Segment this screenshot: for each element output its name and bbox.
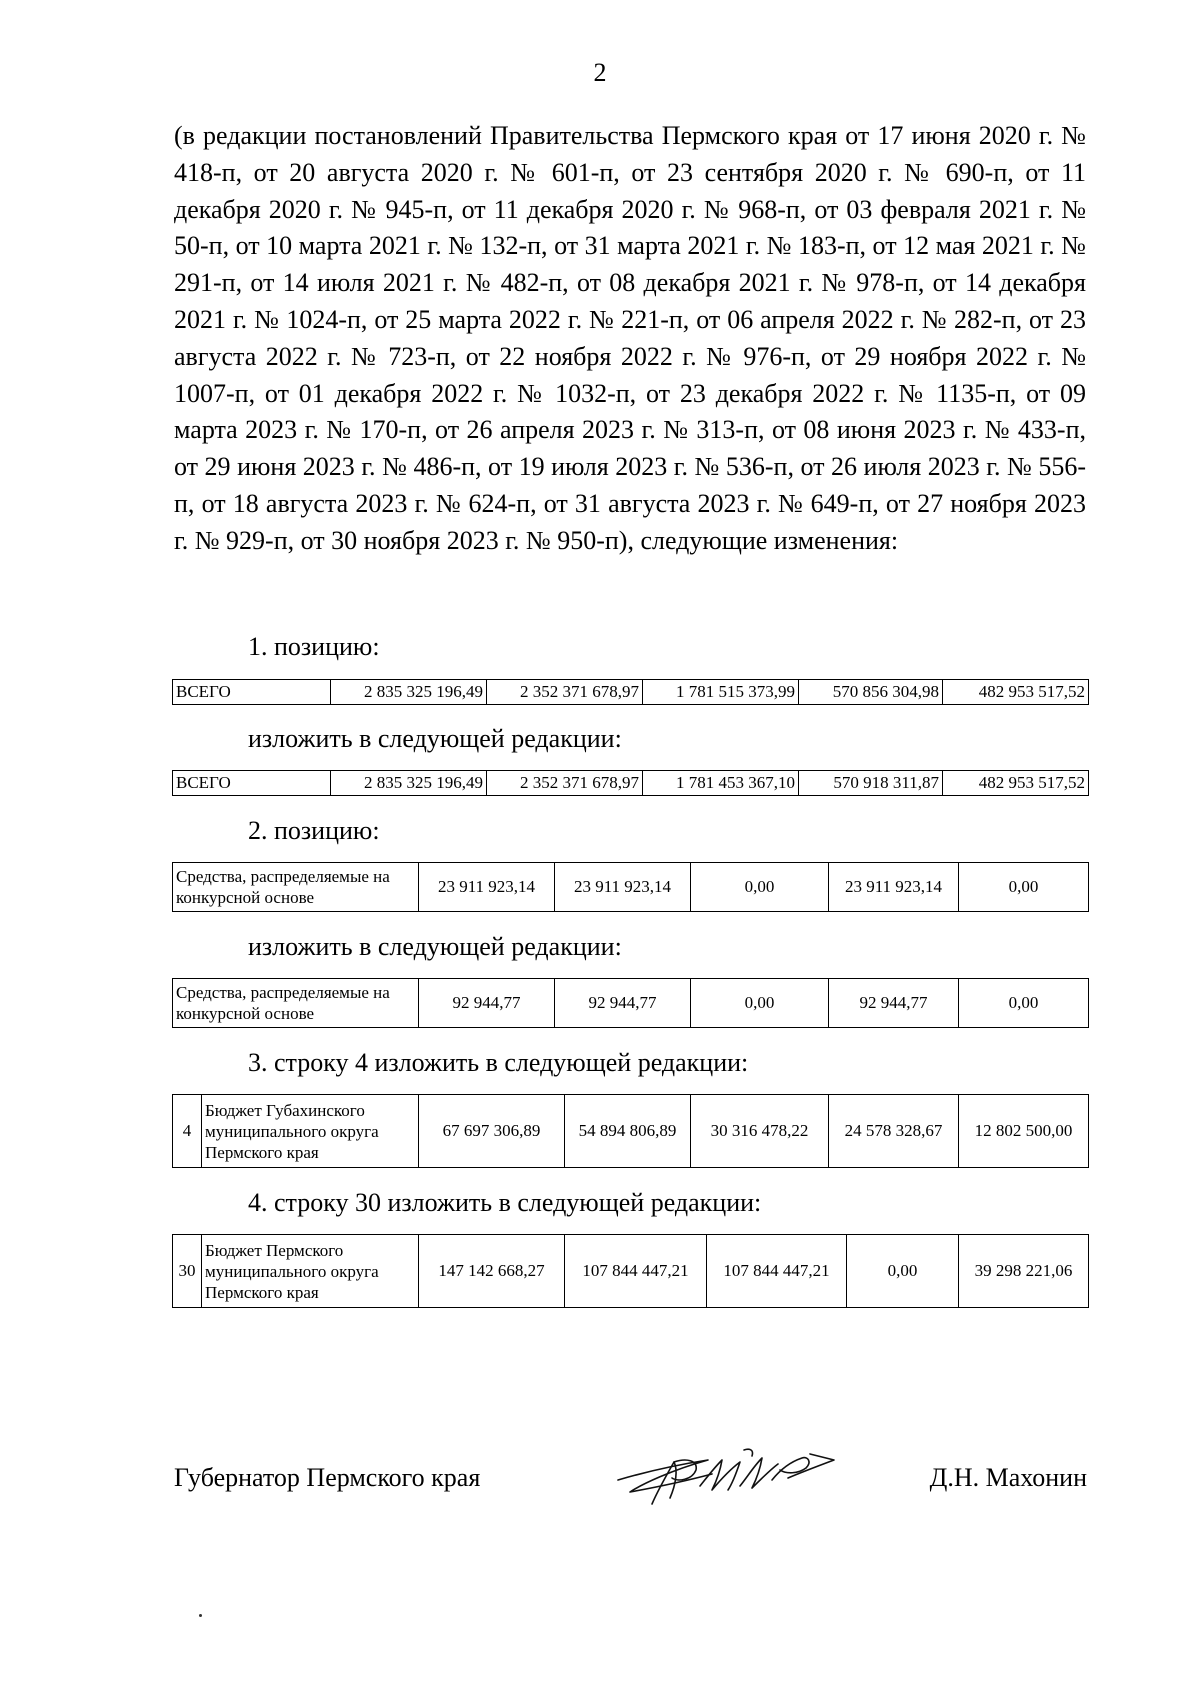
value-cell: 12 802 500,00 [959,1095,1089,1168]
value-cell: 30 316 478,22 [691,1095,829,1168]
value-cell: 0,00 [847,1235,959,1308]
row-label: Средства, распределяемые на конкурсной основе [173,863,419,912]
value-cell: 54 894 806,89 [565,1095,691,1168]
row-label: Бюджет Губахинского муниципального округа Пермского края [202,1095,419,1168]
item-1-replace-heading: изложить в следующей редакции: [248,724,622,753]
value-cell: 23 911 923,14 [555,863,691,912]
item-1-old-table [172,679,1089,705]
value-cell: 0,00 [691,979,829,1028]
row-label: ВСЕГО [173,680,331,705]
value-cell: 1 781 453 367,10 [643,771,799,796]
signatory-position: Губернатор Пермского края [174,1463,481,1492]
item-2-old-table [172,862,1089,912]
value-cell: 570 856 304,98 [799,680,943,705]
table-row [173,1095,1089,1168]
row-label: Средства, распределяемые на конкурсной основе [173,979,419,1028]
table-row [173,979,1089,1028]
row-label: Бюджет Пермского муниципального округа Пермского края [202,1235,419,1308]
item-3-heading: 3. строку 4 изложить в следующей редакции: [248,1048,749,1077]
value-cell: 23 911 923,14 [829,863,959,912]
value-cell: 2 352 371 678,97 [487,771,643,796]
item-4-heading: 4. строку 30 изложить в следующей редакции: [248,1188,762,1217]
item-3-table [172,1094,1089,1168]
value-cell: 147 142 668,27 [419,1235,565,1308]
signatory-name: Д.Н. Махонин [929,1463,1087,1492]
value-cell: 67 697 306,89 [419,1095,565,1168]
handwritten-signature [612,1440,840,1516]
value-cell: 39 298 221,06 [959,1235,1089,1308]
value-cell: 92 944,77 [555,979,691,1028]
value-cell: 2 835 325 196,49 [331,771,487,796]
value-cell: 0,00 [691,863,829,912]
value-cell: 482 953 517,52 [943,771,1089,796]
value-cell: 0,00 [959,979,1089,1028]
value-cell: 92 944,77 [829,979,959,1028]
table-row [173,1235,1089,1308]
item-2-replace-heading: изложить в следующей редакции: [248,932,622,961]
value-cell: 2 352 371 678,97 [487,680,643,705]
scan-speck [199,1614,202,1617]
page-number: 2 [593,58,607,87]
value-cell: 107 844 447,21 [707,1235,847,1308]
value-cell: 482 953 517,52 [943,680,1089,705]
value-cell: 24 578 328,67 [829,1095,959,1168]
value-cell: 107 844 447,21 [565,1235,707,1308]
intro-paragraph: (в редакции постановлений Правительства Пермского края от 17 июня 2020 г. № 418-п, от 20 августа 2020 г. № 601-п, от 23 сентября 2020 г. № 690-п, от 11 декабря 2020 г. № 945-п, от 11 декабря 2020 г. № 968-п, от 03 февраля 2021 г. № 50-п, от 10 марта 2021 г. № 132-п, от 31 марта 2021 г. № 183-п, от 12 мая 2021 г. № 291-п, от 14 июля 2021 г. № 482-п, от 08 декабря 2021 г. № 978-п, от 14 декабря 2021 г. № 1024-п, от 25 марта 2022 г. № 221-п, от 06 апреля 2022 г. № 282-п, от 23 августа 2022 г. № 723-п, от 22 ноября 2022 г. № 976-п, от 29 ноября 2022 г. № 1007-п, от 01 декабря 2022 г. № 1032-п, от 23 декабря 2022 г. № 1135-п, от 09 марта 2023 г. № 170-п, от 26 апреля 2023 г. № 313-п, от 08 июня 2023 г. № 433-п, от 29 июня 2023 г. № 486-п, от 19 июля 2023 г. № 536-п, от 26 июля 2023 г. № 556-п, от 18 августа 2023 г. № 624-п, от 31 августа 2023 г. № 649-п, от 27 ноября 2023 г. № 929-п, от 30 ноября 2023 г. № 950-п), следующие изменения: [174,121,1086,555]
value-cell: 0,00 [959,863,1089,912]
value-cell: 92 944,77 [419,979,555,1028]
value-cell: 23 911 923,14 [419,863,555,912]
item-4-table [172,1234,1089,1308]
row-index: 4 [173,1095,202,1168]
table-row [173,863,1089,912]
table-row [173,680,1089,705]
item-1-new-table [172,770,1089,796]
item-2-heading: 2. позицию: [248,816,380,845]
value-cell: 2 835 325 196,49 [331,680,487,705]
value-cell: 570 918 311,87 [799,771,943,796]
item-2-new-table [172,978,1089,1028]
row-label: ВСЕГО [173,771,331,796]
row-index: 30 [173,1235,202,1308]
table-row [173,771,1089,796]
value-cell: 1 781 515 373,99 [643,680,799,705]
item-1-heading: 1. позицию: [248,632,380,661]
